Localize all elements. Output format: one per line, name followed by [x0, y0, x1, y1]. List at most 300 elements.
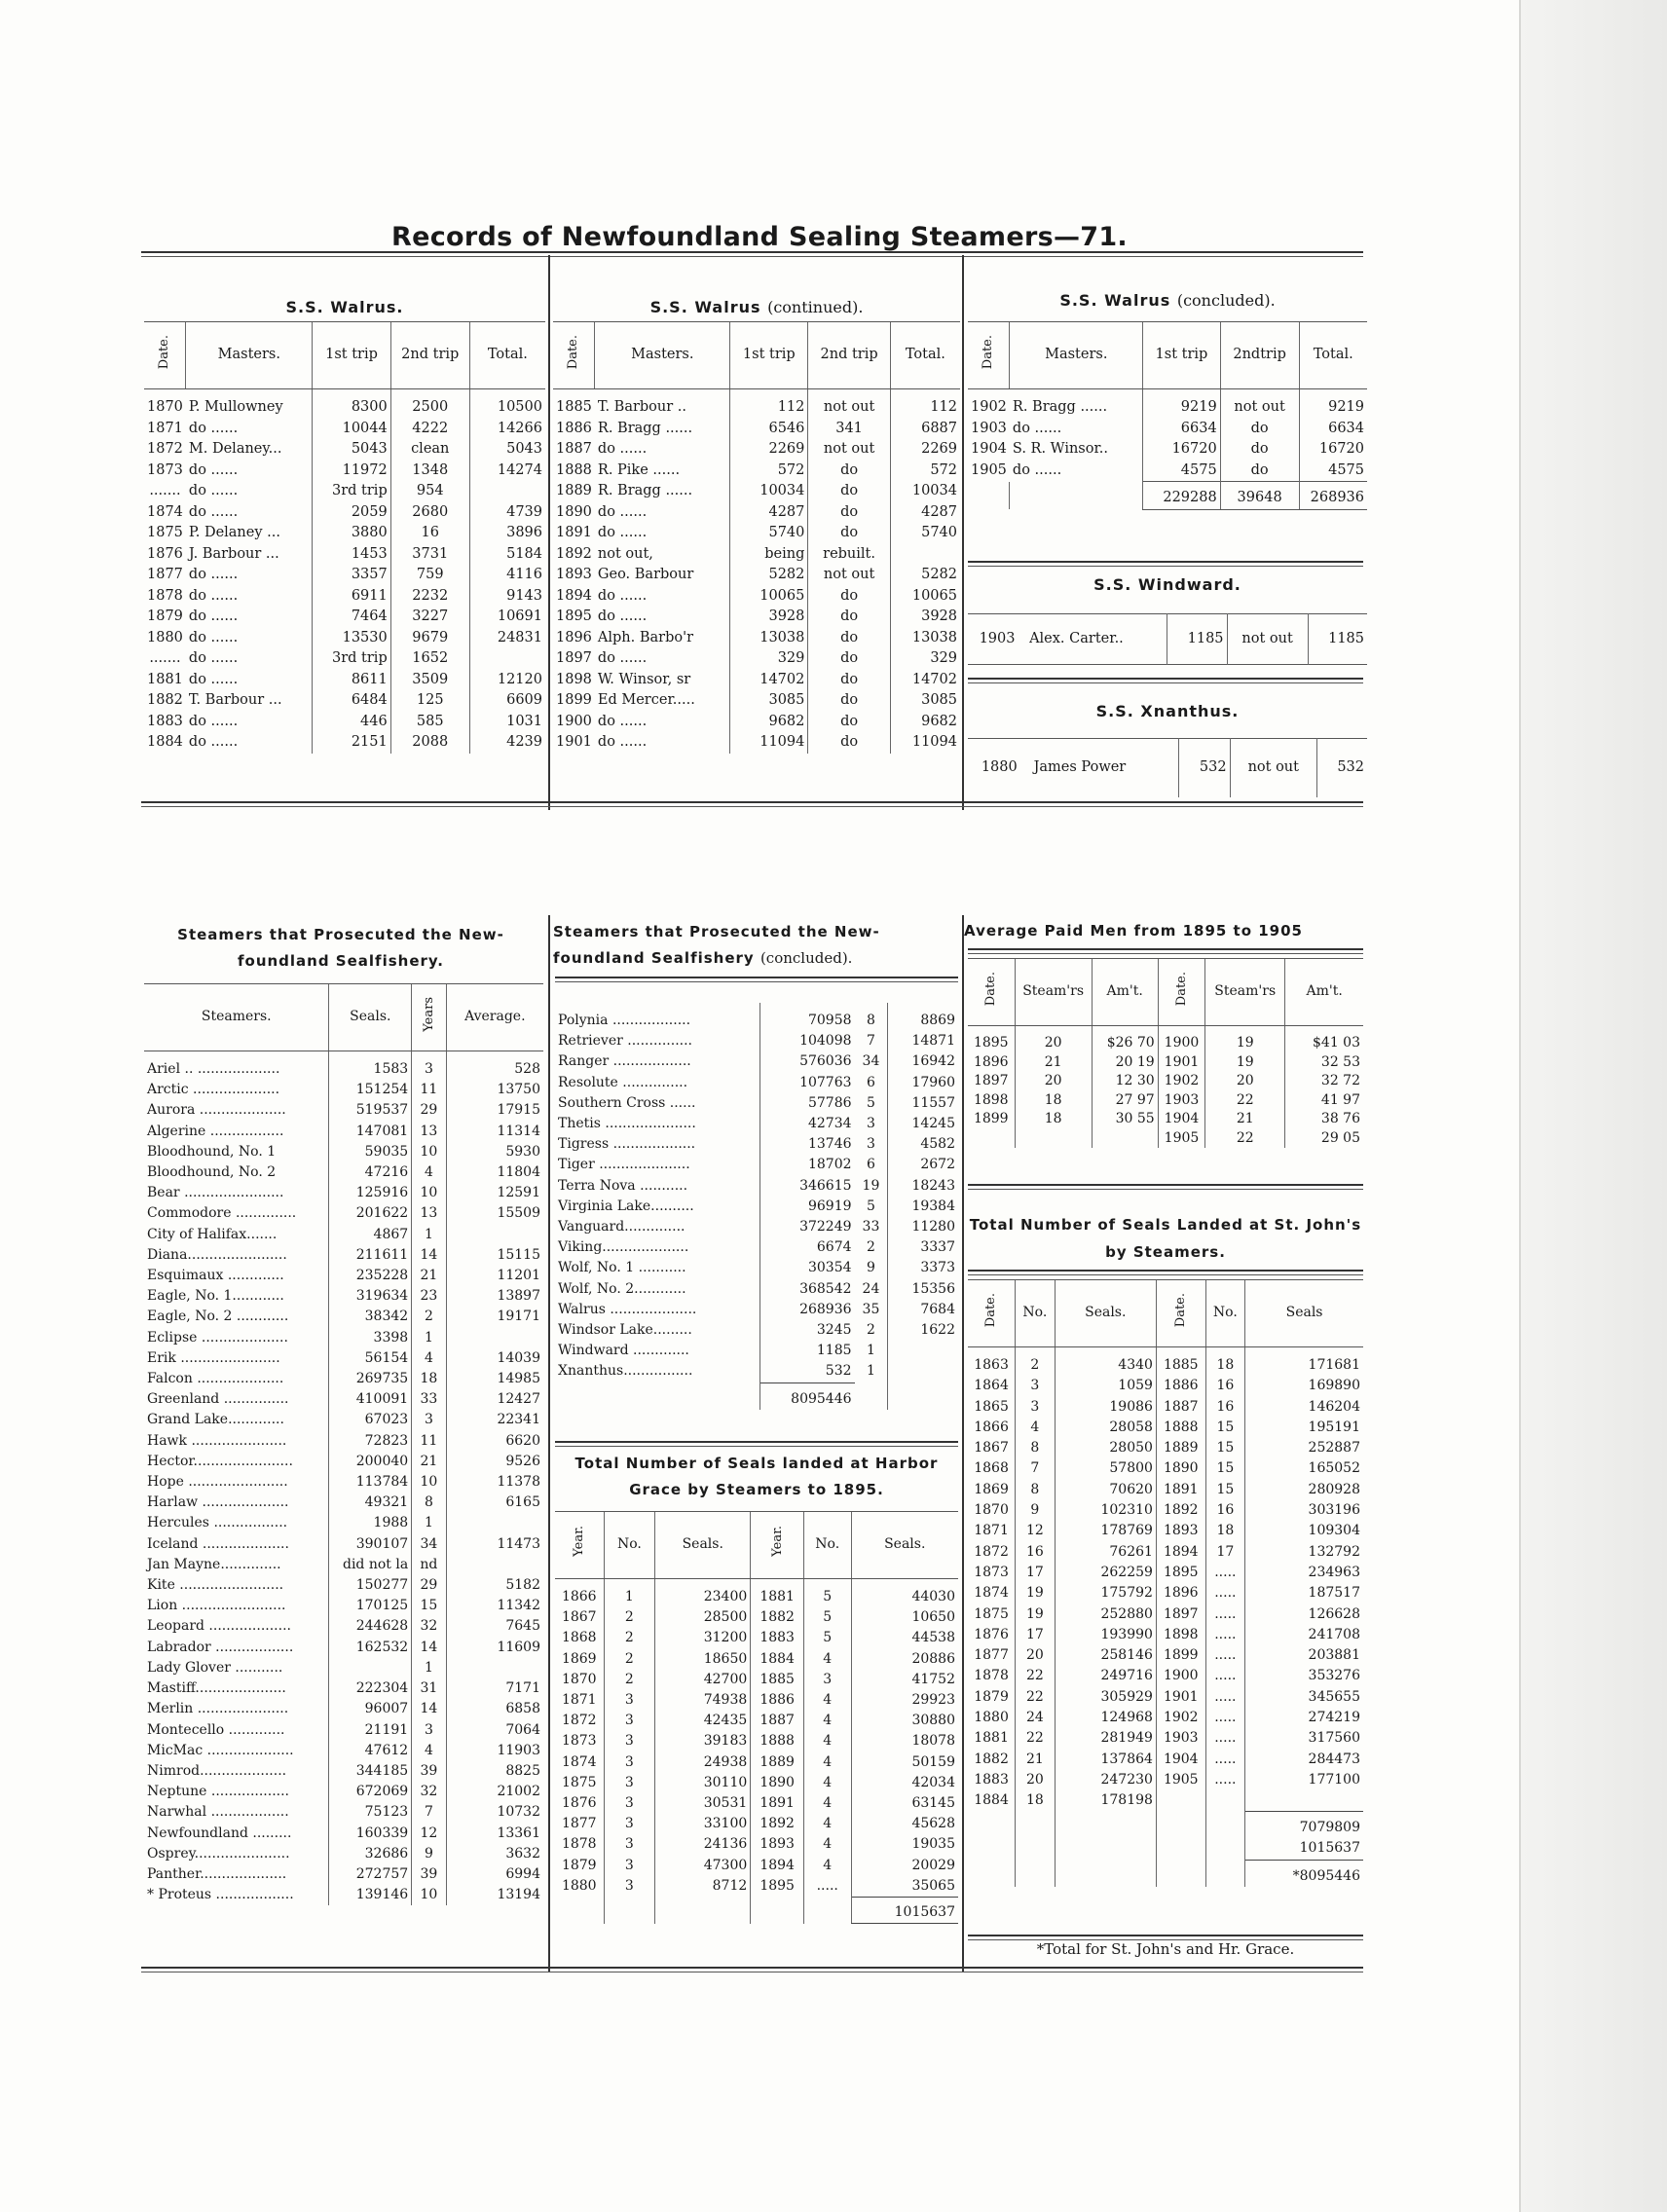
- steamers1-cell: 15: [412, 1596, 446, 1616]
- walrus2-cell: 1900: [556, 713, 592, 729]
- stjohns-sum-blank: [1156, 1838, 1205, 1860]
- steamers1-cell: Diana.......................: [147, 1246, 287, 1263]
- avgpaid-cell: [1092, 1129, 1158, 1149]
- avgpaid-cell: 19: [1205, 1026, 1285, 1053]
- steamers1-cell: 11: [412, 1431, 446, 1452]
- stjohns-row: [968, 1645, 1363, 1666]
- stjohns-row: [968, 1542, 1363, 1563]
- harbor-cell: 1889: [751, 1752, 804, 1773]
- walrus2-cell: 1887: [556, 441, 592, 457]
- stjohns-heading: Total Number of Seals Landed at St. John's by Steamers.: [969, 1216, 1362, 1261]
- walrus2-cell: 5740: [890, 523, 960, 544]
- walrus3-header-1: Masters.: [1010, 322, 1143, 389]
- walrus2-cell: 5282: [730, 565, 808, 586]
- harbor-header-3: [751, 1512, 804, 1579]
- steamers1-cell: 47216: [329, 1162, 412, 1183]
- walrus2-row: [553, 523, 960, 544]
- walrus2-row: [553, 389, 960, 419]
- stjohns-cell: 303196: [1245, 1500, 1363, 1521]
- steamers1-row: [144, 1638, 543, 1658]
- walrus1-cell: 8611: [313, 670, 390, 691]
- steamers2-cell: 346615: [759, 1176, 854, 1197]
- steamers1-row: [144, 1720, 543, 1741]
- steamers2-row: [555, 1176, 958, 1197]
- walrus2-cell: 1888: [556, 461, 592, 478]
- steamers2-cell: 4582: [888, 1134, 958, 1155]
- steamers2-cell: 3: [866, 1116, 875, 1132]
- stjohns-cell: 7: [1016, 1458, 1056, 1479]
- walrus2-cell: 11094: [730, 732, 808, 754]
- stjohns-sum-blank: [968, 1838, 1016, 1860]
- stjohns-cell: 22: [1016, 1687, 1056, 1708]
- steamers2-row: [555, 1237, 958, 1258]
- stjohns-cell: 124968: [1055, 1708, 1156, 1728]
- steamers1-row: [144, 1844, 543, 1864]
- top-divider-2: [962, 255, 964, 810]
- walrus2-header-text-0: Date.: [566, 334, 581, 369]
- steamers2-row: [555, 1361, 958, 1382]
- steamers1-cell: Hope .......................: [147, 1474, 288, 1491]
- stjohns-cell: 28050: [1055, 1438, 1156, 1458]
- walrus1-cell: 1874: [147, 503, 183, 520]
- walrus2-cell: 6546: [730, 419, 808, 440]
- steamers2-row: [555, 1300, 958, 1320]
- steamers1-row: [144, 1266, 543, 1286]
- avgpaid-cell: 29 05: [1285, 1129, 1363, 1149]
- steamers2-cell: [888, 1361, 958, 1382]
- walrus1-cell: 6484: [313, 690, 390, 712]
- steamers1-cell: 10: [412, 1142, 446, 1162]
- stjohns-header-3: [1156, 1280, 1205, 1347]
- walrus1-cell: 4222: [390, 419, 469, 440]
- walrus2-row: [553, 712, 960, 733]
- stjohns-cell: 18: [1205, 1347, 1245, 1377]
- steamers2-row: [555, 1341, 958, 1361]
- walrus-2-heading: [553, 295, 960, 319]
- stjohns-cell: 177100: [1245, 1770, 1363, 1790]
- stjohns-cell: 1863: [974, 1357, 1009, 1373]
- harbor-cell: 8712: [655, 1876, 751, 1898]
- steamers2-cell: 6: [866, 1157, 875, 1173]
- walrus1-cell: 3880: [313, 523, 390, 544]
- harbor-row: [555, 1834, 958, 1855]
- walrus2-cell: 5282: [890, 565, 960, 586]
- walrus2-cell: do: [808, 586, 890, 608]
- steamers1-row: [144, 1575, 543, 1596]
- harbor-cell: 3: [604, 1773, 655, 1793]
- steamers2-cell: Virginia Lake..........: [558, 1198, 694, 1214]
- stjohns-cell: 12: [1016, 1521, 1056, 1541]
- steamers2-cell: 15356: [888, 1279, 958, 1300]
- walrus2-cell: do: [808, 648, 890, 670]
- steamers1-cell: Bloodhound, No. 2: [147, 1164, 277, 1181]
- walrus2-cell: do: [808, 670, 890, 691]
- steamers1-cell: 8825: [446, 1761, 543, 1782]
- steamers1-cell: Greenland ...............: [147, 1391, 289, 1408]
- walrus1-cell: .......: [149, 483, 181, 498]
- walrus2-cell: 4287: [730, 502, 808, 524]
- stjohns-top-rule: [968, 1184, 1363, 1190]
- walrus2-cell: do ......: [597, 587, 648, 604]
- harbor-cell: 3: [604, 1856, 655, 1876]
- stjohns-row: [968, 1438, 1363, 1458]
- walrus2-cell: 9682: [730, 712, 808, 733]
- walrus2-header-4: Total.: [890, 322, 960, 389]
- walrus1-cell: 3509: [390, 670, 469, 691]
- harbor-heading: Total Number of Seals landed at Harbor Grace by Steamers to 1895.: [574, 1455, 939, 1498]
- walrus2-cell: 10065: [730, 586, 808, 608]
- walrus2-cell: do: [808, 712, 890, 733]
- stjohns-cell: 1872: [974, 1543, 1009, 1560]
- stjohns-cell: 1865: [974, 1398, 1009, 1415]
- windward-table: [968, 613, 1367, 665]
- walrus1-header-text-0: Date.: [157, 334, 172, 369]
- steamers1-cell: 1: [412, 1225, 446, 1245]
- walrus1-row: [144, 670, 545, 691]
- walrus3-cell: 6634: [1143, 419, 1221, 440]
- walrus2-cell: 6887: [890, 419, 960, 440]
- stjohns-cell: 16: [1205, 1397, 1245, 1418]
- stjohns-cell: 1878: [974, 1668, 1009, 1684]
- stjohns-sum-blank: [1016, 1860, 1056, 1887]
- harbor-cell: 1866: [561, 1589, 597, 1604]
- steamers2-cell: 70958: [759, 1003, 854, 1031]
- windward-rule: [968, 561, 1363, 567]
- stjohns-row: [968, 1480, 1363, 1500]
- steamers1-row: [144, 1555, 543, 1575]
- walrus1-cell: 1877: [147, 567, 183, 582]
- steamers2-cell: 57786: [759, 1093, 854, 1114]
- stjohns-cell: 57800: [1055, 1458, 1156, 1479]
- walrus2-cell: rebuilt.: [808, 544, 890, 566]
- steamers1-row: [144, 1761, 543, 1782]
- windward-cell: 1185: [1167, 614, 1227, 665]
- harbor-row: [555, 1876, 958, 1898]
- stjohns-cell: 3: [1016, 1376, 1056, 1396]
- harbor-header-4: No.: [803, 1512, 851, 1579]
- steamers1-cell: 269735: [329, 1369, 412, 1389]
- steamers2-cell: 34: [862, 1053, 880, 1070]
- stjohns-cell: 4: [1016, 1418, 1056, 1438]
- walrus3-cell: 1904: [971, 441, 1007, 457]
- steamers2-cell: 1622: [888, 1320, 958, 1341]
- walrus2-cell: R. Bragg ......: [597, 420, 693, 436]
- steamers2-cell: 11280: [888, 1217, 958, 1237]
- harbor-row: [555, 1711, 958, 1731]
- avgpaid-cell: 20 19: [1092, 1053, 1158, 1073]
- walrus2-row: [553, 565, 960, 586]
- steamers1-cell: Jan Mayne..............: [147, 1556, 281, 1572]
- steamers1-cell: 13897: [446, 1286, 543, 1307]
- stjohns-cell: 169890: [1245, 1376, 1363, 1396]
- steamers1-cell: 201622: [329, 1203, 412, 1224]
- walrus1-cell: 1876: [147, 545, 183, 562]
- steamers1-cell: 10: [412, 1885, 446, 1905]
- harbor-cell: 23400: [655, 1579, 751, 1608]
- walrus2-header-2: 1st trip: [730, 322, 808, 389]
- walrus1-cell: 2059: [313, 502, 390, 524]
- avgpaid-cell: 1904: [1158, 1110, 1205, 1129]
- walrus1-row: [144, 544, 545, 566]
- steamers1-cell: Narwhal ..................: [147, 1804, 289, 1821]
- steamers1-row: [144, 1328, 543, 1348]
- walrus1-cell: [469, 648, 545, 670]
- stjohns-cell: .....: [1205, 1563, 1245, 1583]
- walrus1-cell: do ......: [188, 734, 239, 750]
- steamers1-cell: 59035: [329, 1142, 412, 1162]
- avgpaid-header-3: [1158, 959, 1205, 1026]
- steamers1-cell: 6165: [446, 1493, 543, 1513]
- steamers2-cell: 2672: [888, 1155, 958, 1175]
- steamers2-cell: 18702: [759, 1155, 854, 1175]
- walrus2-cell: do: [808, 461, 890, 482]
- walrus2-cell: do ......: [597, 608, 648, 624]
- steamers1-cell: 3398: [329, 1328, 412, 1348]
- stjohns-header-0: [968, 1280, 1016, 1347]
- steamers2-cell: 372249: [759, 1217, 854, 1237]
- walrus1-cell: do ......: [188, 461, 239, 478]
- walrus2-cell: not out,: [597, 545, 653, 562]
- steamers2-row: [555, 1093, 958, 1114]
- walrus2-cell: 1899: [556, 692, 592, 708]
- walrus1-cell: 5043: [469, 439, 545, 461]
- stjohns-cell: 15: [1205, 1458, 1245, 1479]
- walrus1-cell: 1881: [147, 671, 183, 687]
- stjohns-row: [968, 1666, 1363, 1686]
- xnanthus-heading: S.S. Xnanthus.: [1095, 702, 1240, 720]
- windward-cell: 1903: [979, 630, 1016, 646]
- steamers1-cell: 13361: [446, 1824, 543, 1844]
- walrus1-cell: do ......: [188, 650, 239, 666]
- stjohns-cell: 1889: [1156, 1438, 1205, 1458]
- steamers1-cell: 17915: [446, 1100, 543, 1121]
- harbor-cell: 42034: [851, 1773, 958, 1793]
- walrus2-cell: not out: [808, 389, 890, 419]
- steamers1-cell: 2: [412, 1307, 446, 1327]
- stjohns-cell: 178769: [1055, 1521, 1156, 1541]
- walrus2-row: [553, 732, 960, 754]
- steamers1-cell: Kite ........................: [147, 1577, 284, 1594]
- stjohns-row: [968, 1347, 1363, 1377]
- stjohns-cell: 4340: [1055, 1347, 1156, 1377]
- steamers1-cell: 23: [412, 1286, 446, 1307]
- avgpaid-cell: $26 70: [1092, 1026, 1158, 1053]
- steamers1-cell: 4: [412, 1741, 446, 1761]
- walrus-3-table: [968, 321, 1367, 510]
- stjohns-sum-blank: [968, 1812, 1016, 1839]
- stjohns-cell: 249716: [1055, 1666, 1156, 1686]
- steamers2-cell: 3: [866, 1136, 875, 1153]
- walrus1-cell: 4239: [469, 732, 545, 754]
- steamers1-cell: Montecello .............: [147, 1721, 285, 1738]
- walrus1-cell: do ......: [188, 503, 239, 520]
- stjohns-cell: 1871: [974, 1523, 1009, 1539]
- steamers1-row: [144, 1389, 543, 1410]
- harbor-header-text-0: Year.: [572, 1526, 587, 1558]
- walrus1-cell: 5043: [313, 439, 390, 461]
- steamers2-cell: Polynia ..................: [558, 1013, 691, 1028]
- steamers2-cell: 13746: [759, 1134, 854, 1155]
- harbor-cell: 3: [604, 1793, 655, 1814]
- stjohns-cell: 1888: [1156, 1418, 1205, 1438]
- harbor-cell: 1886: [751, 1690, 804, 1711]
- walrus2-cell: do ......: [597, 525, 648, 540]
- walrus3-cell: 4575: [1299, 461, 1367, 482]
- steamers2-cell: 6674: [759, 1237, 854, 1258]
- steamers1-cell: 14: [412, 1699, 446, 1719]
- steamers1-cell: Eagle, No. 1............: [147, 1288, 284, 1305]
- walrus3-cell: 16720: [1299, 439, 1367, 461]
- harbor-header-0: [555, 1512, 604, 1579]
- stjohns-cell: 353276: [1245, 1666, 1363, 1686]
- walrus-3-total: 39648: [1220, 482, 1299, 510]
- steamers1-cell: 6994: [446, 1864, 543, 1885]
- walrus1-cell: 14266: [469, 419, 545, 440]
- steamers2-row: [555, 1258, 958, 1278]
- walrus2-cell: 1898: [556, 671, 592, 687]
- walrus2-row: [553, 670, 960, 691]
- walrus1-cell: J. Barbour ...: [188, 545, 279, 562]
- walrus2-cell: do ......: [597, 713, 648, 729]
- walrus3-cell: R. Bragg ......: [1012, 399, 1108, 415]
- stjohns-cell: 1882: [974, 1751, 1009, 1767]
- walrus2-cell: 14702: [730, 670, 808, 691]
- steamers1-cell: 29: [412, 1575, 446, 1596]
- harbor-cell: 1875: [561, 1774, 597, 1790]
- walrus2-cell: 1892: [556, 545, 592, 562]
- stjohns-cell: 19: [1016, 1583, 1056, 1604]
- stjohns-cell: 1890: [1156, 1458, 1205, 1479]
- stjohns-cell: 1879: [974, 1688, 1009, 1705]
- avgpaid-cell: 38 76: [1285, 1110, 1363, 1129]
- walrus1-cell: 4116: [469, 565, 545, 586]
- walrus2-cell: 10065: [890, 586, 960, 608]
- steamers1-cell: Hector.......................: [147, 1453, 293, 1469]
- steamers2-row: [555, 1217, 958, 1237]
- walrus-3-total: 229288: [1143, 482, 1221, 510]
- harbor-cell: 4: [803, 1690, 851, 1711]
- harbor-cell: 30880: [851, 1711, 958, 1731]
- stjohns-sum-blank: [1205, 1812, 1245, 1839]
- walrus1-cell: 1884: [147, 734, 183, 750]
- stjohns-cell: 1874: [974, 1585, 1009, 1602]
- walrus1-cell: 446: [313, 712, 390, 733]
- walrus1-cell: do ......: [188, 567, 239, 582]
- walrus1-cell: clean: [390, 439, 469, 461]
- walrus1-cell: 3rd trip: [313, 648, 390, 670]
- stjohns-cell: 1880: [974, 1710, 1009, 1726]
- steamers1-row: [144, 1616, 543, 1637]
- avgpaid-cell: 20: [1015, 1072, 1092, 1091]
- steamers2-cell: Thetis .....................: [558, 1116, 696, 1132]
- harbor-cell: 20886: [851, 1649, 958, 1670]
- steamers2-cell: 33: [862, 1219, 880, 1235]
- stjohns-cell: 252887: [1245, 1438, 1363, 1458]
- stjohns-cell: 21: [1016, 1750, 1056, 1770]
- stjohns-cell: 8: [1016, 1438, 1056, 1458]
- steamers1-cell: Falcon ....................: [147, 1371, 284, 1387]
- avgpaid-cell: 12 30: [1092, 1072, 1158, 1091]
- stjohns-cell: 17: [1016, 1625, 1056, 1645]
- walrus-3-heading: [968, 288, 1367, 313]
- steamers2-cell: 16942: [888, 1051, 958, 1072]
- walrus1-cell: 1652: [390, 648, 469, 670]
- harbor-cell: 1877: [561, 1816, 597, 1832]
- steamers2-cell: 11557: [888, 1093, 958, 1114]
- steamers1-cell: Eagle, No. 2 ............: [147, 1309, 289, 1325]
- stjohns-row: [968, 1397, 1363, 1418]
- harbor-cell: 4: [803, 1773, 851, 1793]
- steamers2-row: [555, 1155, 958, 1175]
- stjohns-cell: 1905: [1156, 1770, 1205, 1790]
- walrus1-row: [144, 523, 545, 544]
- steamers2-cell: Retriever ...............: [558, 1033, 692, 1050]
- avgpaid-cell: 1896: [973, 1053, 1009, 1070]
- walrus1-cell: 9679: [390, 628, 469, 649]
- stjohns-row: [968, 1458, 1363, 1479]
- walrus2-cell: 3928: [730, 607, 808, 628]
- steamers-2-total: 8095446: [759, 1382, 854, 1410]
- walrus3-cell: do ......: [1012, 420, 1062, 436]
- walrus2-row: [553, 439, 960, 461]
- steamers-2-table: [555, 1003, 958, 1410]
- page-edge-line: [1519, 0, 1521, 2212]
- avgpaid-row: [968, 1110, 1363, 1129]
- walrus1-cell: 10691: [469, 607, 545, 628]
- steamers2-cell: 3245: [759, 1320, 854, 1341]
- steamers1-cell: 113784: [329, 1472, 412, 1493]
- steamers1-cell: 11342: [446, 1596, 543, 1616]
- bottom-rule: [141, 1967, 1363, 1972]
- stjohns-row: [968, 1563, 1363, 1583]
- stjohns-sum-row: [968, 1860, 1363, 1887]
- top-rule: [141, 251, 1363, 257]
- walrus1-cell: 16: [390, 523, 469, 544]
- harbor-cell: 1882: [751, 1607, 804, 1628]
- walrus3-header-4: Total.: [1299, 322, 1367, 389]
- walrus2-header-1: Masters.: [595, 322, 730, 389]
- harbor-cell: 1871: [561, 1692, 597, 1709]
- walrus2-cell: 1894: [556, 587, 592, 604]
- stjohns-row: [968, 1750, 1363, 1770]
- steamers1-cell: 5930: [446, 1142, 543, 1162]
- stjohns-row: [968, 1500, 1363, 1521]
- steamers1-cell: 11: [412, 1080, 446, 1100]
- steamers1-row: [144, 1472, 543, 1493]
- harbor-cell: 33100: [655, 1814, 751, 1834]
- harbor-cell: 1878: [561, 1836, 597, 1853]
- harbor-cell: 1867: [561, 1609, 597, 1626]
- steamers2-cell: 2: [866, 1322, 875, 1339]
- avgpaid-row: [968, 1026, 1363, 1053]
- stjohns-cell: .....: [1205, 1666, 1245, 1686]
- steamers1-row: [144, 1122, 543, 1142]
- steamers1-cell: 14: [412, 1245, 446, 1266]
- stjohns-cell: 193990: [1055, 1625, 1156, 1645]
- avgpaid-cell: 1898: [973, 1091, 1009, 1108]
- steamers1-row: [144, 1307, 543, 1327]
- steamers2-cell: 368542: [759, 1279, 854, 1300]
- steamers1-row: [144, 1183, 543, 1203]
- harbor-cell: 1881: [751, 1579, 804, 1608]
- harbor-cell: 1879: [561, 1857, 597, 1873]
- harbor-cell: 42435: [655, 1711, 751, 1731]
- stjohns-subtotal2: 1015637: [1245, 1838, 1363, 1860]
- walrus2-cell: 3928: [890, 607, 960, 628]
- walrus1-cell: do ......: [188, 420, 239, 436]
- steamers1-cell: 200040: [329, 1452, 412, 1472]
- walrus2-cell: Ed Mercer.....: [597, 692, 695, 708]
